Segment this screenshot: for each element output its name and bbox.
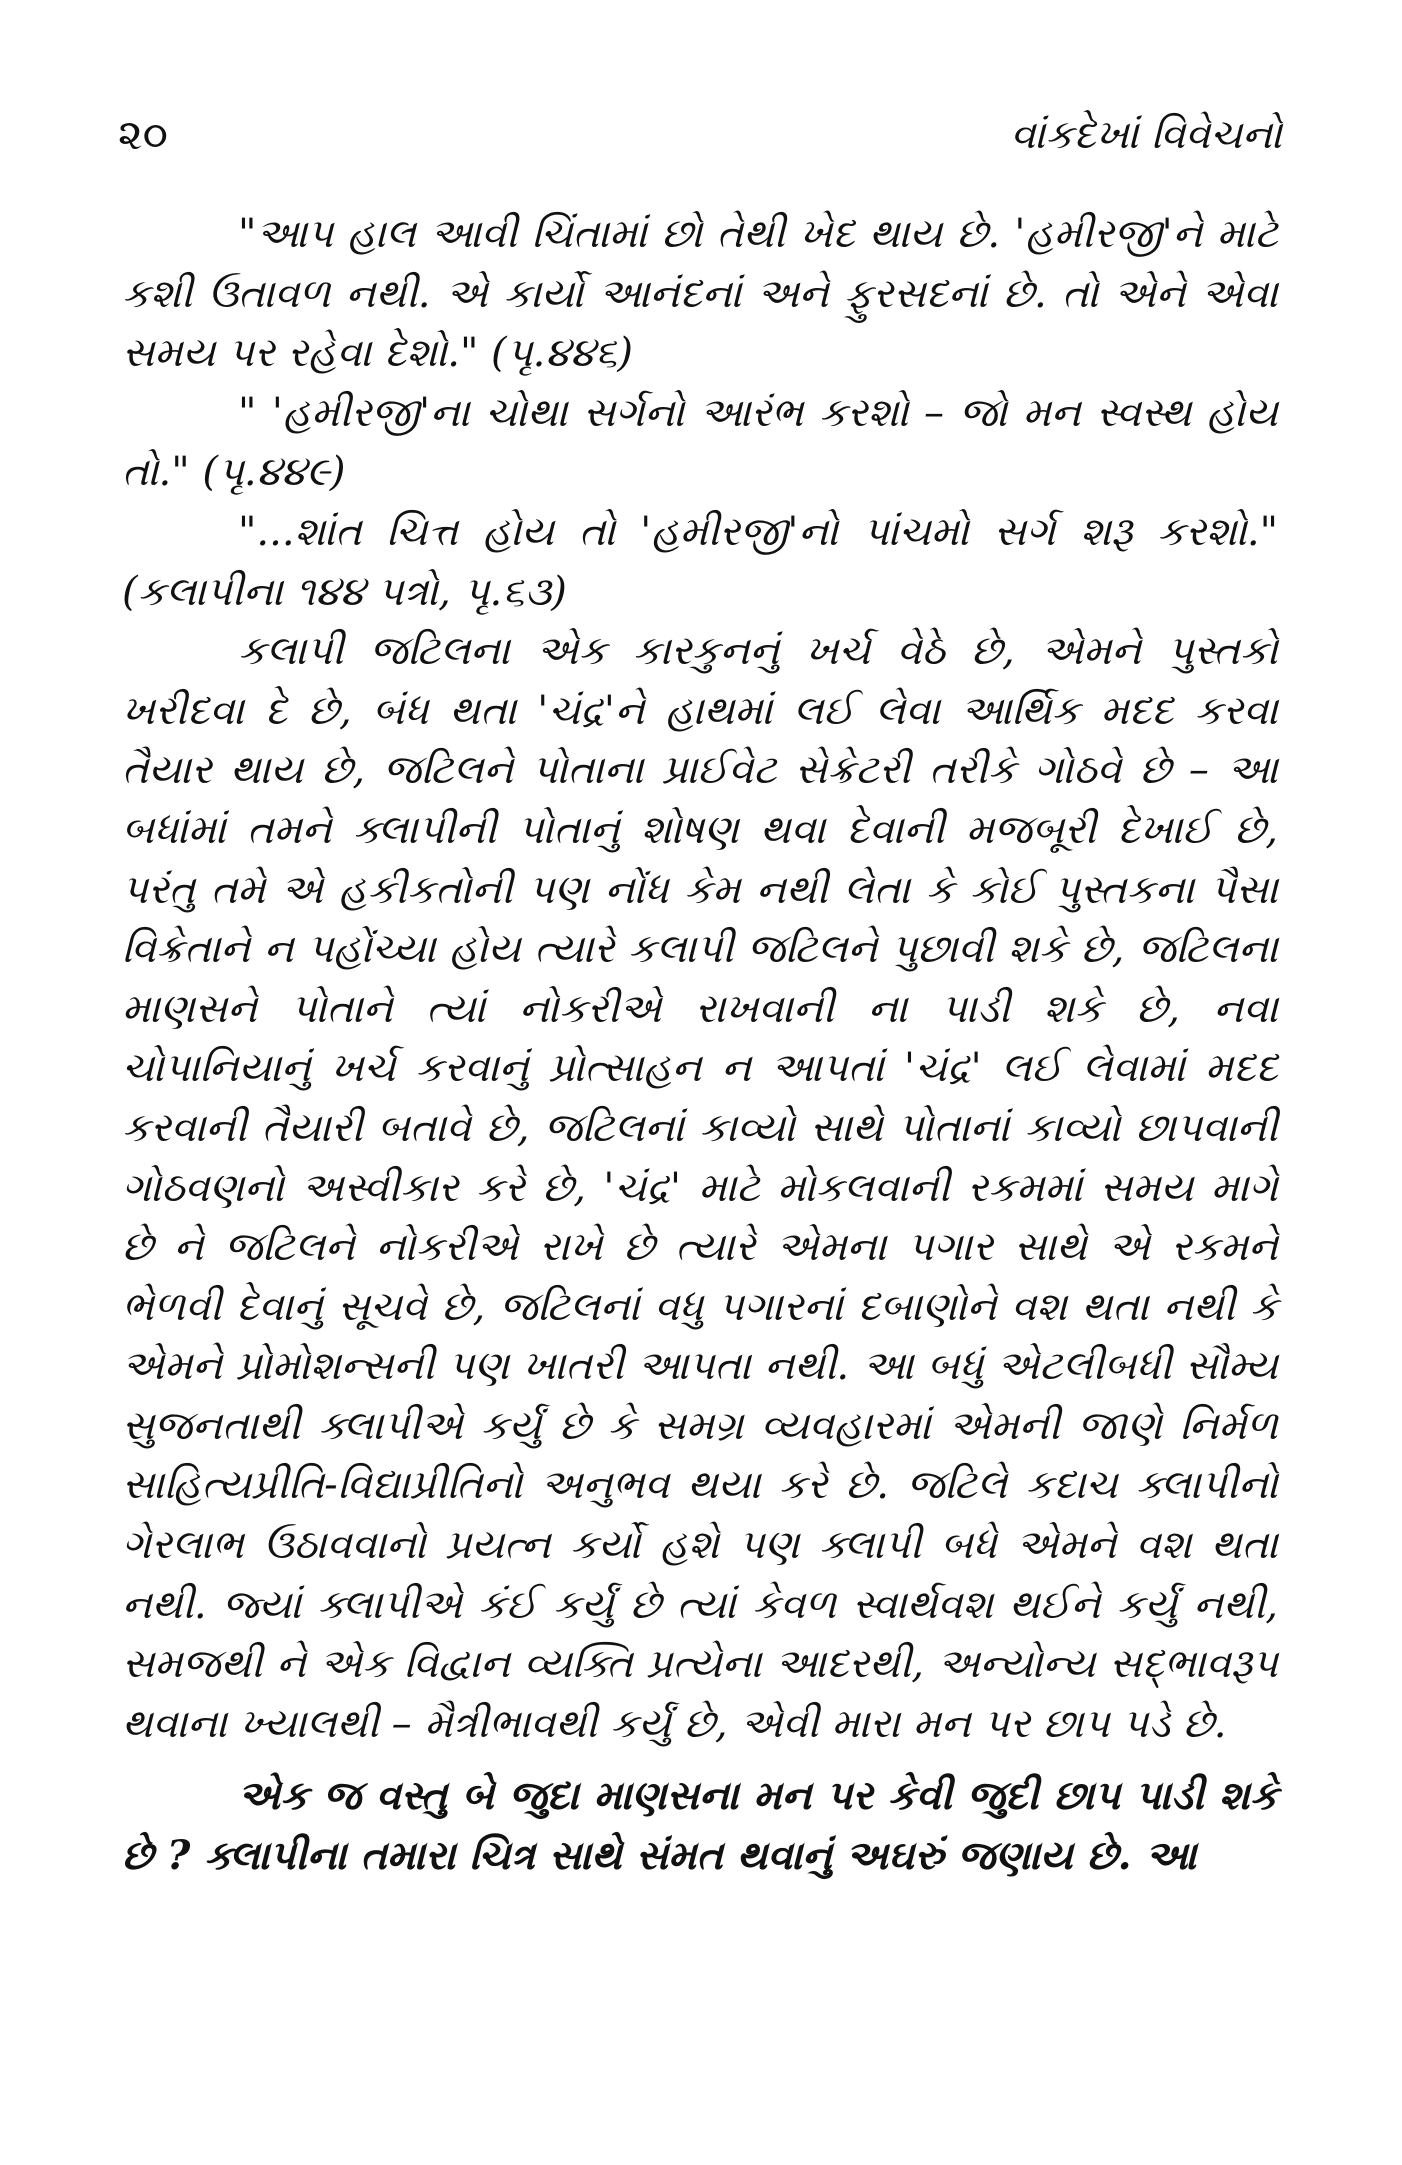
- body-paragraph-1: કલાપી જટિલના એક કારકુનનું ખર્ચ વેઠે છે, એમને પુસ્તકો ખરીદવા દે છે, બંધ થતા 'ચંદ્ર'ને હાથમાં લઈ લેવા આર્થિક મદદ કરવા તૈયાર થાય છે, જટિલને પોતાના પ્રાઈવેટ સેક્રેટરી તરીકે ગોઠવે છે – આ બધાંમાં તમને ક્લાપીની પોતાનું શોષણ થવા દેવાની મજબૂરી દેખાઈ છે, પરંતુ તમે એ હકીકતોની પણ નોંધ કેમ નથી લેતા કે કોઈ પુસ્તકના પૈસા વિક્રેતાને ન પહોંચ્યા હોય ત્યારે કલાપી જટિલને પુછાવી શકે છે, જટિલના માણસને પોતાને ત્યાં નોકરીએ રાખવાની ના પાડી શકે છે, નવા ચોપાનિયાનું ખર્ચ કરવાનું પ્રોત્સાહન ન આપતાં 'ચંદ્ર' લઈ લેવામાં મદદ કરવાની તૈયારી બતાવે છે, જટિલનાં કાવ્યો સાથે પોતાનાં કાવ્યો છાપવાની ગોઠવણનો અસ્વીકાર કરે છે, 'ચંદ્ર' માટે મોકલવાની રકમમાં સમય માગે છે ને જટિલને નોકરીએ રાખે છે ત્યારે એમના પગાર સાથે એ રકમને ભેળવી દેવાનું સૂચવે છે, જટિલનાં વધુ પગારનાં દબાણોને વશ થતા નથી કે એમને પ્રોમોશન્સની પણ ખાતરી આપતા નથી. આ બધું એટલીબધી સૌમ્ય સુજનતાથી ક્લાપીએ કર્યું છે કે સમગ્ર વ્યવહારમાં એમની જાણે નિર્મળ સાહિત્યપ્રીતિ-વિદ્યાપ્રીતિનો અનુભવ થયા કરે છે. જટિલે કદાચ ક્લાપીનો ગેરલાભ ઉઠાવવાનો પ્રયત્ન કર્યો હશે પણ ક્લાપી બધે એમને વશ થતા નથી. જ્યાં ક્લાપીએ કંઈ કર્યું છે ત્યાં કેવળ સ્વાર્થવશ થઈને કર્યું નથી, સમજથી ને એક વિદ્વાન વ્યક્તિ પ્રત્યેના આદરથી, અન્યોન્ય સદ્ભાવરૂપ થવાના ખ્યાલથી – મૈત્રીભાવથી કર્યું છે, એવી મારા મન પર છાપ પડે છે.: [122, 628, 1278, 1747]
- body-text: [122, 205, 1278, 1886]
- page-number: ૨૦: [118, 110, 168, 159]
- quote-paragraph-3: "...શાંત ચિત્ત હોય તો 'હમીરજી'નો પાંચમો સર્ગ શરૂ કરશો." (કલાપીના ૧૪૪ પત્રો, પૃ.૬૩): [122, 508, 1278, 615]
- quote-paragraph-2: " 'હમીરજી'ના ચોથા સર્ગનો આરંભ કરશો – જો મન સ્વસ્થ હોય તો." (પૃ.૪૪૯): [122, 389, 1278, 496]
- page-header: [118, 105, 1282, 165]
- running-title: વાંકદેખાં વિવેચનો: [1010, 112, 1282, 158]
- quote-paragraph-1: "આપ હાલ આવી ચિંતામાં છો તેથી ખેદ થાય છે. 'હમીરજી'ને માટે કશી ઉતાવળ નથી. એ કાર્યો આનંદનાં અને ફુરસદનાં છે. તો એને એવા સમય પર રહેવા દેશો." (પૃ.૪૪૬): [122, 211, 1278, 377]
- body-paragraph-2: એક જ વસ્તુ બે જુદા માણસના મન પર કેવી જુદી છાપ પાડી શકે છે ? ક્લાપીના તમારા ચિત્ર સાથે સંમત થવાનું અઘરું જણાય છે. આ: [122, 1772, 1278, 1880]
